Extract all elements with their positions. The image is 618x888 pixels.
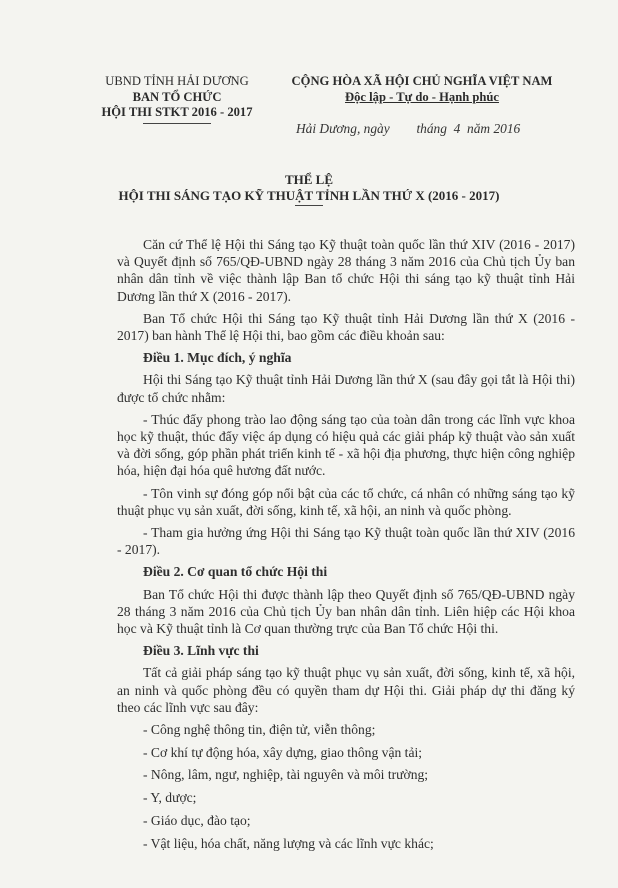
article-1-paragraph-2: - Thúc đẩy phong trào lao động sáng tạo của toàn dân trong các lĩnh vực khoa học kỹ thuật, thúc đẩy việc áp dụng có hiệu quả các giải pháp kỹ thuật vào sản xuất và đời sống, góp phần phát triển kinh tế - xã hội địa phương, thực hiện công nghiệp hóa, hiện đại hóa quê hương đất nước. bbox=[117, 411, 575, 479]
national-motto: Độc lập - Tự do - Hạnh phúc bbox=[345, 89, 499, 104]
title-underline bbox=[295, 205, 323, 206]
document-body bbox=[117, 236, 575, 857]
dateline: Hải Dương, ngày tháng 4 năm 2016 bbox=[296, 121, 521, 136]
issuing-organization bbox=[92, 74, 262, 124]
document-title bbox=[0, 172, 618, 206]
org-line-2: BAN TỔ CHỨC bbox=[132, 89, 222, 104]
org-line-1: UBND TỈNH HẢI DƯƠNG bbox=[105, 74, 249, 88]
field-item: - Vật liệu, hóa chất, năng lượng và các lĩnh vực khác; bbox=[143, 835, 434, 851]
field-item: - Giáo dục, đào tạo; bbox=[143, 812, 251, 828]
org-underline bbox=[143, 123, 211, 124]
article-1-paragraph-3: - Tôn vinh sự đóng góp nổi bật của các tổ chức, cá nhân có những sáng tạo kỹ thuật phục vụ sản xuất, đời sống, kinh tế, xã hội, an ninh và quốc phòng. bbox=[117, 485, 575, 518]
article-1-paragraph-1: Hội thi Sáng tạo Kỹ thuật tỉnh Hải Dương lần thứ X (sau đây gọi tắt là Hội thi) được tổ chức nhằm: bbox=[117, 372, 575, 405]
nation-title: CỘNG HÒA XÃ HỘI CHỦ NGHĨA VIỆT NAM bbox=[291, 74, 553, 88]
field-item: - Nông, lâm, ngư, nghiệp, tài nguyên và môi trường; bbox=[143, 767, 429, 783]
article-1-paragraph-4: - Tham gia hưởng ứng Hội thi Sáng tạo Kỹ thuật toàn quốc lần thứ XIV (2016 - 2017). bbox=[117, 525, 575, 558]
field-item: - Công nghệ thông tin, điện tử, viễn thông; bbox=[143, 722, 376, 738]
national-header bbox=[272, 74, 572, 105]
field-item: - Y, dược; bbox=[143, 790, 197, 806]
title-line-2: HỘI THI SÁNG TẠO KỸ THUẬT TỈNH LẦN THỨ X (2016 - 2017) bbox=[118, 188, 500, 203]
article-3-heading: Điều 3. Lĩnh vực thi bbox=[143, 643, 259, 659]
intro-paragraph-2: Ban Tổ chức Hội thi Sáng tạo Kỹ thuật tỉnh Hải Dương lần thứ X (2016 - 2017) ban hành Thể lệ Hội thi, bao gồm các điều khoản sau: bbox=[117, 310, 575, 344]
intro-paragraph-1: Căn cứ Thể lệ Hội thi Sáng tạo Kỹ thuật toàn quốc lần thứ XIV (2016 - 2017) và Quyết định số 765/QĐ-UBND ngày 28 tháng 3 năm 2016 của Chủ tịch Ủy ban nhân dân tỉnh về việc thành lập Ban tổ chức Hội thi sáng tạo kỹ thuật tỉnh Hải Dương lần thứ X (2016 - 2017). bbox=[117, 237, 575, 304]
org-line-3: HỘI THI STKT 2016 - 2017 bbox=[101, 105, 253, 119]
title-line-1: THỂ LỆ bbox=[284, 172, 334, 187]
article-2-paragraph-1: Ban Tổ chức Hội thi được thành lập theo Quyết định số 765/QĐ-UBND ngày 28 tháng 3 năm 2016 của Chủ tịch Ủy ban nhân dân tỉnh. Liên hiệp các Hội khoa học và Kỹ thuật tỉnh là Cơ quan thường trực của Ban Tổ chức Hội thi. bbox=[117, 586, 575, 637]
article-1-heading: Điều 1. Mục đích, ý nghĩa bbox=[143, 350, 292, 366]
article-3-paragraph-1: Tất cả giải pháp sáng tạo kỹ thuật phục vụ sản xuất, đời sống, kinh tế, xã hội, an ninh và quốc phòng đều có quyền tham dự Hội thi. Giải pháp dự thi đăng ký theo các lĩnh vực sau đây: bbox=[117, 665, 575, 715]
article-2-heading: Điều 2. Cơ quan tổ chức Hội thi bbox=[143, 564, 328, 580]
field-item: - Cơ khí tự động hóa, xây dựng, giao thông vận tải; bbox=[143, 744, 423, 760]
